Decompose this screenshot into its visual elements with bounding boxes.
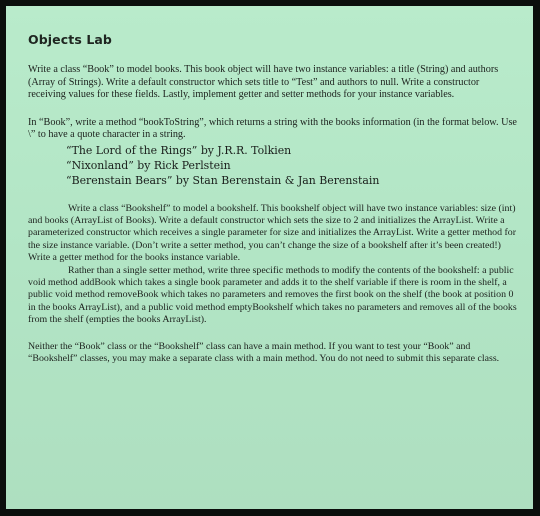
paragraph-main-method-note: Neither the “Book” class or the “Bookshelf” class can have a main method. If you want to test your “Book” and “Bookshelf” classes, you may make a separate class with a main method. You do not need to submit this separate class. xyxy=(28,340,500,365)
document-page xyxy=(6,6,533,509)
example-item: “The Lord of the Rings” by J.R.R. Tolkien xyxy=(66,143,292,157)
example-item: “Berenstain Bears” by Stan Berenstain & Jan Berenstain xyxy=(66,174,380,188)
paragraph-book-class: Write a class “Book” to model books. This book object will have two instance variables: a title (String) and authors (Array of Strings). Write a default constructor which sets title to “Test” and authors to null. Write a constructor receiving values for these fields. Lastly, implement getter and setter methods for your instance variables. xyxy=(28,64,499,101)
paragraph-bookshelf-methods: Rather than a single setter method, write three specific methods to modify the contents of the bookshelf: a public void method addBook which takes a single book parameter and adds it to the shelf variable if there is room in the shelf, a public void method removeBook which takes no parameters and removes the first book on the shelf (the book at position 0 in the books ArrayList), and a public void method emptyBookshelf which takes no parameters and removes all of the books from the shelf (empties the books ArrayList). xyxy=(28,264,517,326)
example-item: “Nixonland” by Rick Perlstein xyxy=(66,159,231,173)
paragraph-book-to-string: In “Book”, write a method “bookToString”, which returns a string with the books information (in the format below. Use \” to have a quote character in a string. xyxy=(28,116,517,141)
paragraph-bookshelf-class: Write a class “Bookshelf” to model a bookshelf. This bookshelf object will have two instance variables: size (int) and books (ArrayList of Books). Write a default constructor which sets the size to 2 and initializes the ArrayList. Write a parameterized constructor which receives a single parameter for size and initializes the ArrayList. Write a getter method for the size instance variable. (Don’t write a setter method, you can’t change the size of a bookshelf after it’s been created!) Write a getter method for the books instance variable. xyxy=(28,202,517,264)
example-list xyxy=(66,143,517,189)
page-title: Objects Lab xyxy=(28,32,112,47)
